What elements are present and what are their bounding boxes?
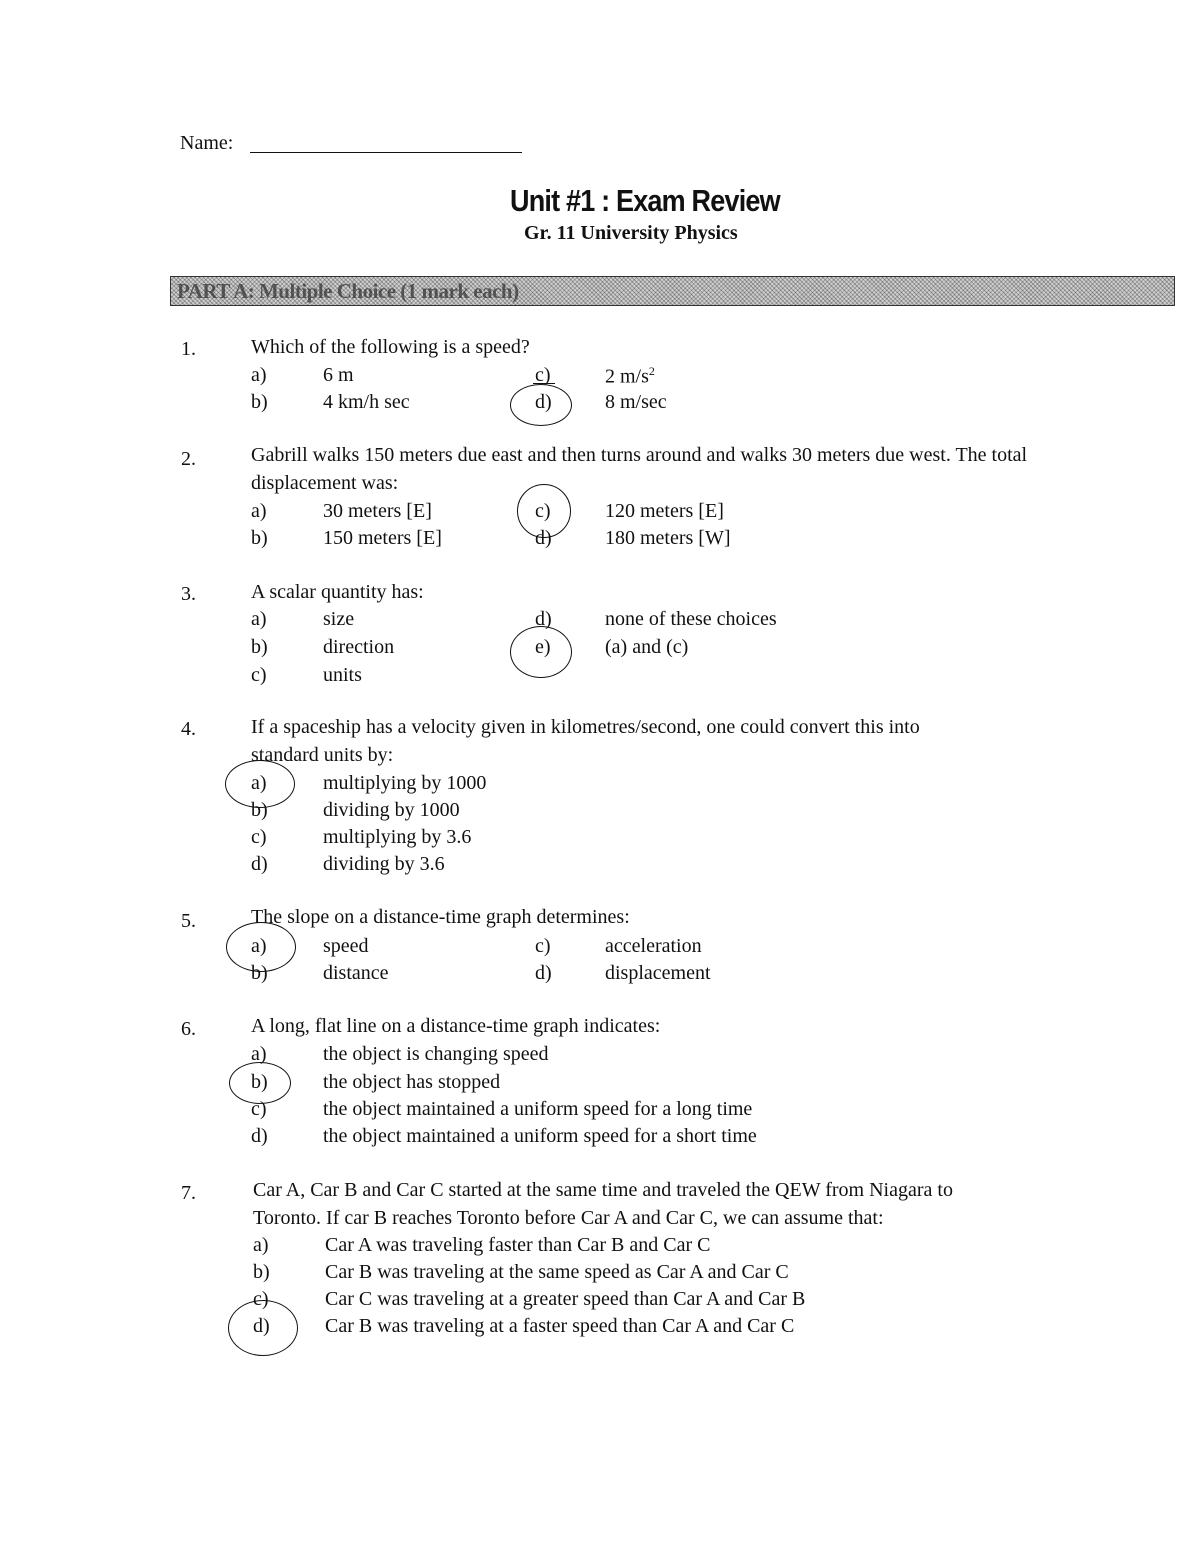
option-text: Car C was traveling at a greater speed than Car A and Car B xyxy=(325,1288,806,1310)
option-text: size xyxy=(323,608,355,630)
option-letter[interactable]: b) xyxy=(251,962,268,984)
option-text: units xyxy=(323,664,362,686)
option-letter[interactable]: c) xyxy=(251,826,267,848)
option-text: multiplying by 3.6 xyxy=(323,826,472,848)
option-text: the object maintained a uniform speed for a long time xyxy=(323,1098,753,1120)
section-header-label: PART A: Multiple Choice (1 mark each) xyxy=(177,279,519,303)
option-letter[interactable]: a) xyxy=(253,1234,269,1256)
answer-circle-mark xyxy=(228,1300,298,1356)
question-text: The slope on a distance-time graph determines: xyxy=(251,906,630,928)
option-text: Car B was traveling at a faster speed than Car A and Car C xyxy=(325,1315,795,1337)
option-text: 150 meters [E] xyxy=(323,527,442,549)
question-text: Gabrill walks 150 meters due east and then turns around and walks 30 meters due west. The total xyxy=(251,444,1028,466)
question-number: 6. xyxy=(181,1018,196,1040)
option-letter[interactable]: d) xyxy=(251,853,268,875)
question-text: A scalar quantity has: xyxy=(251,581,424,603)
name-blank-line[interactable] xyxy=(250,152,522,153)
option-letter[interactable]: b) xyxy=(251,1071,268,1093)
option-text: 6 m xyxy=(323,364,354,386)
page-title: Unit #1 : Exam Review xyxy=(510,184,780,218)
option-text: Car A was traveling faster than Car B and Car C xyxy=(325,1234,711,1256)
question-number: 2. xyxy=(181,448,196,470)
option-text: dividing by 3.6 xyxy=(323,853,445,875)
answer-circle-mark xyxy=(229,1062,291,1104)
question-number: 4. xyxy=(181,718,196,740)
option-letter[interactable]: c) xyxy=(251,1098,267,1120)
title-container xyxy=(510,184,780,218)
option-letter[interactable]: c) xyxy=(253,1288,269,1310)
option-letter[interactable]: d) xyxy=(535,608,552,630)
option-text: the object has stopped xyxy=(323,1071,501,1093)
option-text: 120 meters [E] xyxy=(605,500,724,522)
option-letter[interactable]: d) xyxy=(253,1315,270,1337)
option-letter[interactable]: c) xyxy=(535,500,551,522)
option-letter[interactable]: e) xyxy=(535,636,551,658)
section-header-bar xyxy=(170,276,1175,306)
option-text: 8 m/sec xyxy=(605,391,667,413)
question-text: A long, flat line on a distance-time graph indicates: xyxy=(251,1015,661,1037)
option-letter[interactable]: b) xyxy=(251,391,268,413)
question-text: standard units by: xyxy=(251,744,394,766)
option-letter[interactable]: b) xyxy=(251,527,268,549)
answer-circle-mark xyxy=(225,760,295,808)
option-letter[interactable]: a) xyxy=(251,500,267,522)
option-text: 180 meters [W] xyxy=(605,527,731,549)
option-text: none of these choices xyxy=(605,608,777,630)
question-text: If a spaceship has a velocity given in kilometres/second, one could convert this into xyxy=(251,716,920,738)
name-label: Name: xyxy=(180,132,234,154)
option-text: 30 meters [E] xyxy=(323,500,432,522)
option-letter[interactable]: a) xyxy=(251,772,267,794)
option-letter[interactable]: b) xyxy=(251,636,268,658)
option-letter[interactable]: c) xyxy=(535,364,551,386)
option-letter[interactable]: b) xyxy=(253,1261,270,1283)
option-letter[interactable]: a) xyxy=(251,364,267,386)
option-letter[interactable]: d) xyxy=(251,1125,268,1147)
question-text: Toronto. If car B reaches Toronto before Car A and Car C, we can assume that: xyxy=(253,1207,884,1229)
option-text: (a) and (c) xyxy=(605,636,689,658)
question-number: 5. xyxy=(181,910,196,932)
option-text: dividing by 1000 xyxy=(323,799,460,821)
question-number: 7. xyxy=(181,1182,196,1204)
option-letter[interactable]: d) xyxy=(535,527,552,549)
option-text: distance xyxy=(323,962,389,984)
option-text: Car B was traveling at the same speed as Car A and Car C xyxy=(325,1261,789,1283)
option-letter[interactable]: c) xyxy=(251,664,267,686)
option-text: 4 km/h sec xyxy=(323,391,410,413)
option-text: speed xyxy=(323,935,369,957)
option-letter[interactable]: b) xyxy=(251,799,268,821)
option-text: acceleration xyxy=(605,935,702,957)
answer-circle-mark xyxy=(226,922,296,972)
option-text: the object is changing speed xyxy=(323,1043,549,1065)
option-letter[interactable]: d) xyxy=(535,391,552,413)
question-number: 3. xyxy=(181,583,196,605)
option-letter[interactable]: a) xyxy=(251,608,267,630)
option-letter[interactable]: a) xyxy=(251,935,267,957)
option-text: direction xyxy=(323,636,395,658)
answer-circle-mark xyxy=(510,626,572,678)
option-text: displacement xyxy=(605,962,711,984)
option-letter[interactable]: a) xyxy=(251,1043,267,1065)
option-text: multiplying by 1000 xyxy=(323,772,487,794)
option-letter[interactable]: d) xyxy=(535,962,552,984)
option-text: the object maintained a uniform speed for a short time xyxy=(323,1125,757,1147)
question-text: Which of the following is a speed? xyxy=(251,336,530,358)
page-subtitle: Gr. 11 University Physics xyxy=(524,222,738,244)
question-text: displacement was: xyxy=(251,472,399,494)
question-number: 1. xyxy=(181,338,196,360)
option-letter[interactable]: c) xyxy=(535,935,551,957)
question-text: Car A, Car B and Car C started at the same time and traveled the QEW from Niagara to xyxy=(253,1179,953,1201)
answer-circle-mark xyxy=(510,384,572,426)
option-text: 2 $m/s^2$ xyxy=(605,364,655,388)
answer-circle-mark xyxy=(517,484,571,538)
